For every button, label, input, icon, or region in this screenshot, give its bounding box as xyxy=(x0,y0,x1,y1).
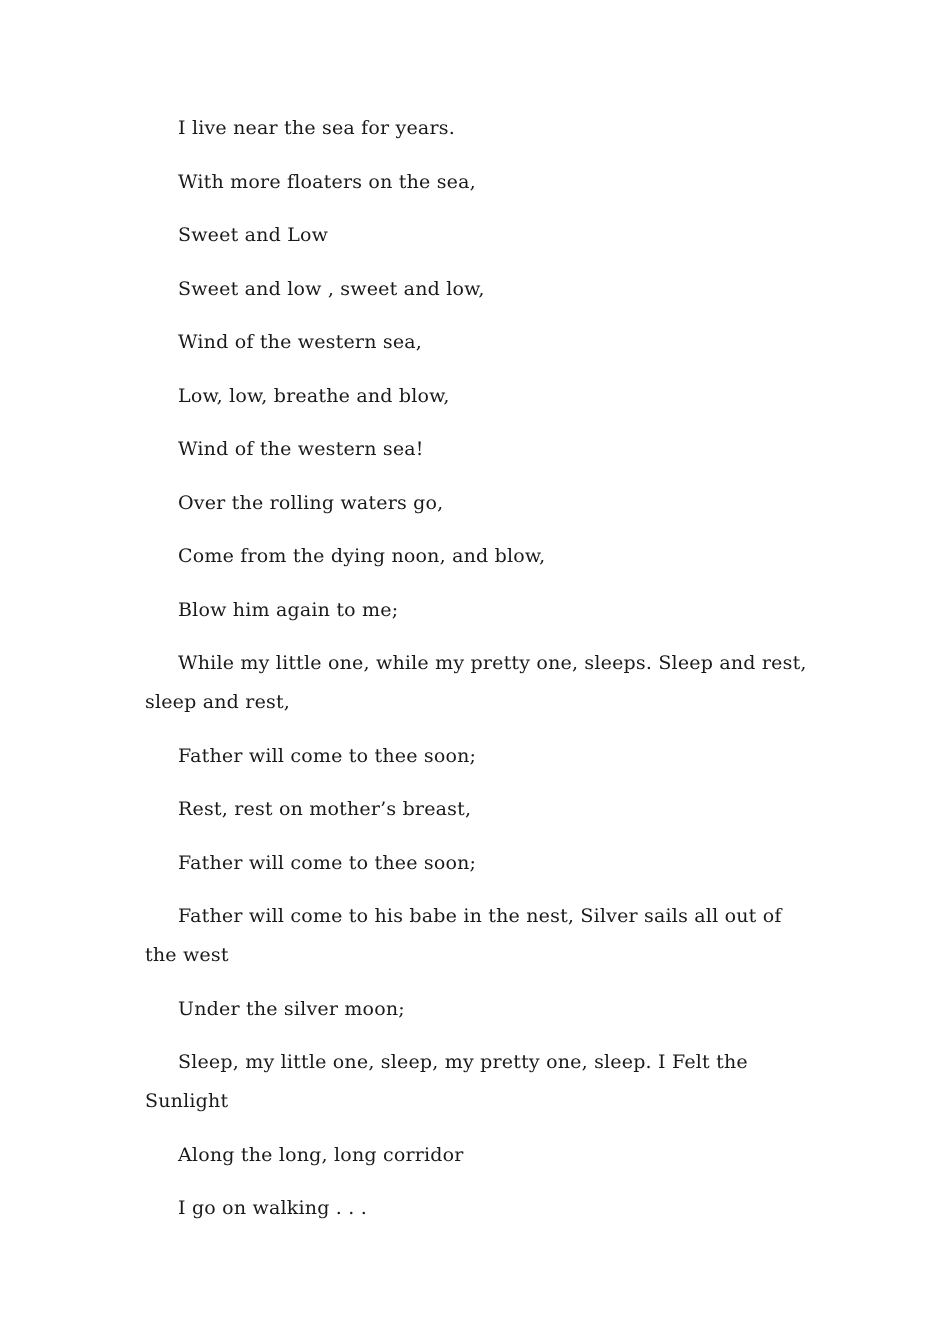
paragraph: I live near the sea for years. xyxy=(178,117,455,139)
paragraph: I go on walking . . . xyxy=(178,1197,367,1219)
paragraph: Father will come to thee soon; xyxy=(178,744,477,767)
paragraph: Sweet and Low xyxy=(178,224,329,246)
paragraph: Father will come to thee soon; xyxy=(178,851,477,874)
paragraph: Sweet and low , sweet and low, xyxy=(178,277,485,300)
paragraph: Under the silver moon; xyxy=(178,997,405,1020)
paragraph: Along the long, long corridor xyxy=(178,1143,464,1166)
paragraph: Wind of the western sea! xyxy=(178,438,424,460)
paragraph: Blow him again to me; xyxy=(178,598,399,621)
paragraph: Sleep, my little one, sleep, my pretty one, sleep. I Felt the Sunlight xyxy=(145,1051,748,1112)
poem-body xyxy=(145,109,810,1243)
paragraph: While my little one, while my pretty one, sleeps. Sleep and rest, sleep and rest, xyxy=(145,652,807,713)
paragraph: With more floaters on the sea, xyxy=(178,170,476,193)
paragraph: Father will come to his babe in the nest, Silver sails all out of the west xyxy=(145,905,782,966)
paragraph: Rest, rest on mother’s breast, xyxy=(178,798,472,820)
paragraph: Over the rolling waters go, xyxy=(178,491,444,514)
paragraph: Wind of the western sea, xyxy=(178,331,423,353)
paragraph: Low, low, breathe and blow, xyxy=(178,384,450,407)
paragraph: Come from the dying noon, and blow, xyxy=(178,545,546,567)
